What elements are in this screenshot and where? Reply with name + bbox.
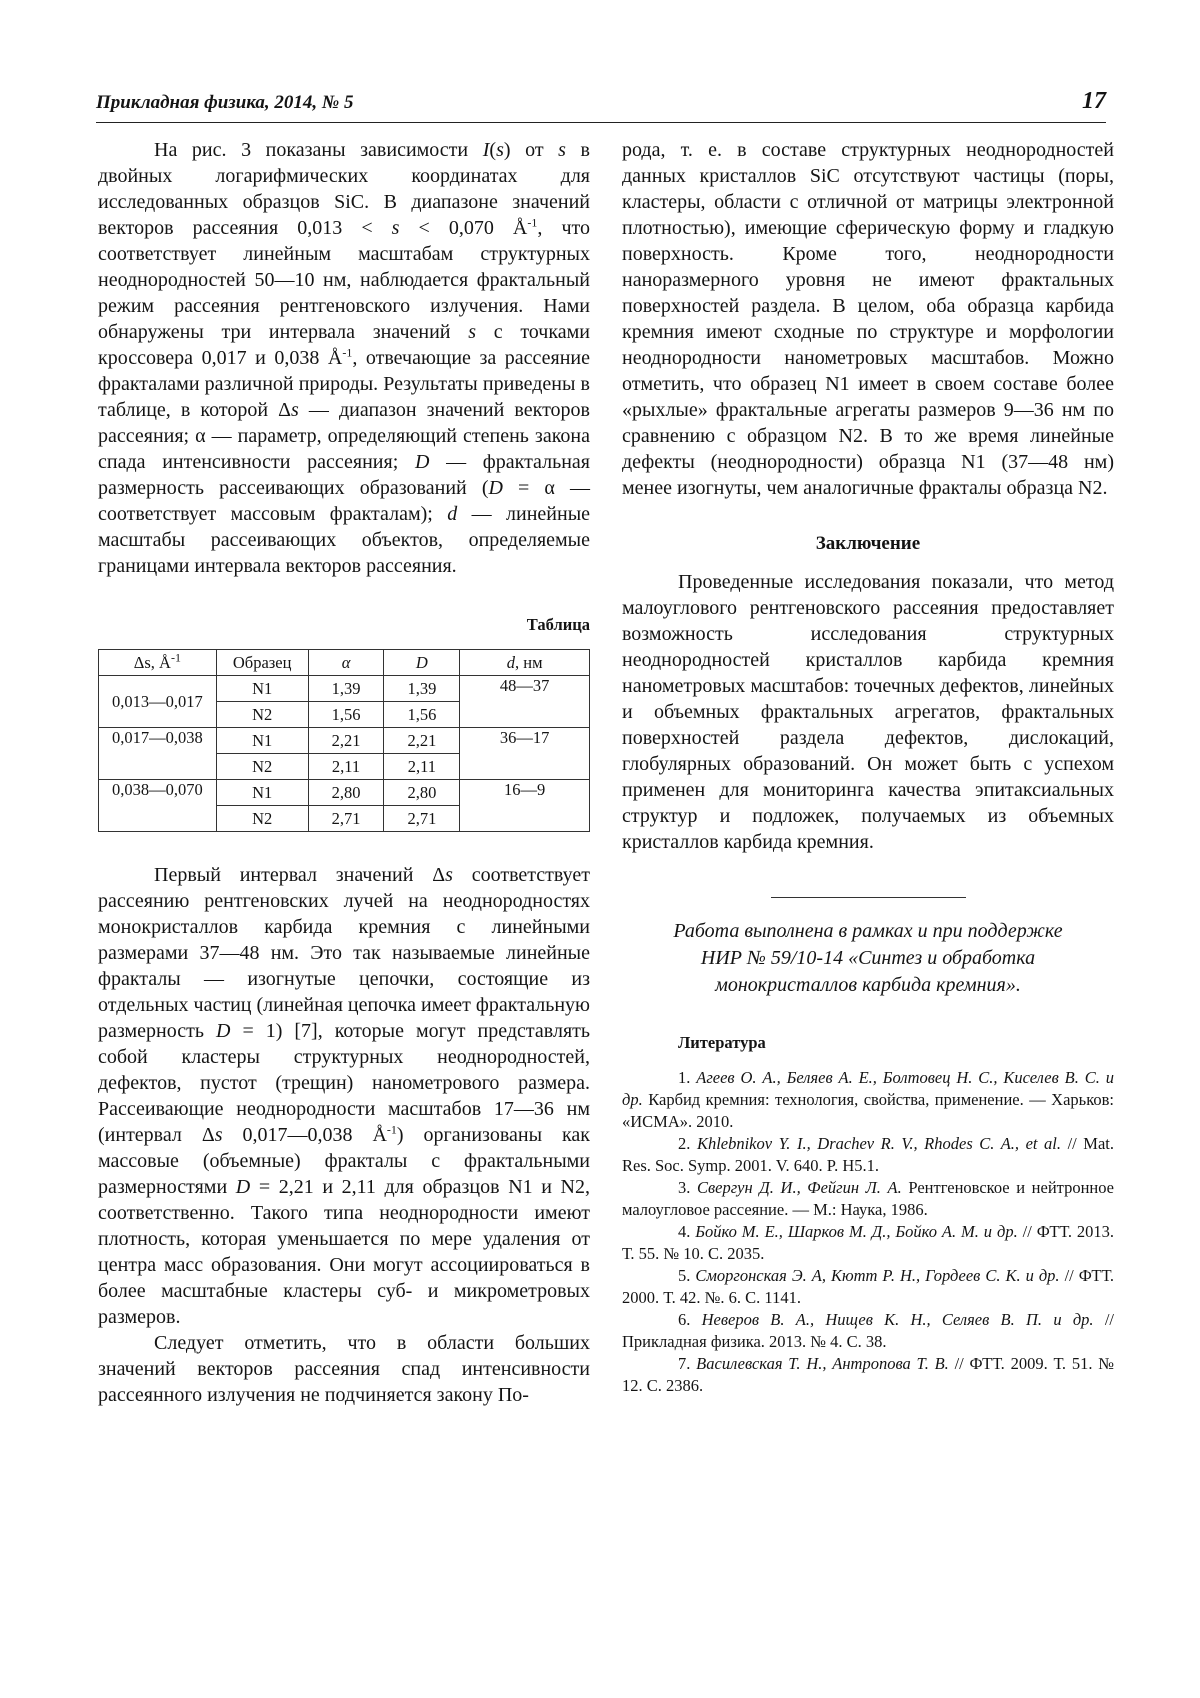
header-ds: Δs, $Å^{-1}$ <box>99 650 217 676</box>
sample-cell: N2 <box>216 806 308 832</box>
dim-cell: 2,80 <box>384 780 460 806</box>
reference-item: 1. Агеев О. А., Беляев А. Е., Болтовец Н. С., Киселев В. С. и др. Карбид кремния: технология, свойства, применение. — Харьков: «ИСМА». 2010. <box>622 1068 1114 1131</box>
dim-cell: 1,39 <box>384 676 460 702</box>
reference-item: 2. Khlebnikov Y. I., Drachev R. V., Rhodes C. A., et al. // Mat. Res. Soc. Symp. 2001. V. 640. P. H5.1. <box>622 1134 1115 1175</box>
results-table <box>98 649 590 832</box>
reference-item: 4. Бойко М. Е., Шарков М. Д., Бойко А. М. и др. // ФТТ. 2013. Т. 55. № 10. С. 2035. <box>622 1222 1115 1263</box>
size-cell: 16—9 <box>460 780 590 832</box>
range-cell: 0,013—0,017 <box>99 676 217 728</box>
table-row <box>99 780 590 806</box>
sample-cell: N1 <box>216 780 308 806</box>
paragraph-conclusion: Проведенные исследования показали, что метод малоуглового рентгеновского рассеяния предоставляет возможность исследования структурных неоднородностей кристаллов карбида кремния нанометровых масштабов: точечных дефектов, линейных и объемных фрактальных агрегатов, фрактальных поверхностей раздела дефектов, дислокаций, глобулярных образований. Он может быть с успехом применен для мониторинга качества эпитаксиальных структур и подложек, получаемых из объемных кристаллов карбида кремния. <box>622 571 1114 853</box>
alpha-cell: 1,39 <box>308 676 384 702</box>
table-row <box>99 676 590 702</box>
right-column <box>622 137 1114 1397</box>
size-cell: 48—37 <box>460 676 590 728</box>
sample-cell: N2 <box>216 754 308 780</box>
paragraph-first-interval: Первый интервал значений Δs соответствует рассеянию рентгеновских лучей на неоднородностях монокристаллов карбида кремния с линейными размерами 37—48 нм. Это так называемые линейные фракталы — изогнутые цепочки, состоящие из отдельных частиц (линейная цепочка имеет фрактальную размерность D = 1) [7], которые могут представлять собой кластеры структурных неоднородностей, дефектов, пустот (трещин) нанометрового размера. Рассеивающие неоднородности масштабов 17—36 нм (интервал Δs 0,017—0,038 $Å^{-1}$) организованы как массовые (объемные) фракталы с фрактальными размерностями D = 2,21 и 2,11 для образцов N1 и N2, соответственно. Такого типа неоднородности имеют плотность, которая уменьшается по мере удаления от центра масс образования. Они могут ассоциироваться в более масштабные кластеры суб- и микрометровых размеров. <box>98 864 591 1328</box>
sample-cell: N1 <box>216 676 308 702</box>
table-header-row <box>99 650 590 676</box>
alpha-cell: 2,71 <box>308 806 384 832</box>
paragraph-large-vectors: Следует отметить, что в области больших значений векторов рассеяния спад интенсивности рассеянного излучения не подчиняется закону По- <box>98 1332 590 1406</box>
references-title: Литература <box>678 1033 766 1052</box>
reference-item: 5. Сморгонская Э. А, Кютт Р. Н., Гордеев С. К. и др. // ФТТ. 2000. Т. 42. №. 6. С. 1141. <box>622 1266 1115 1307</box>
reference-item: 7. Василевская Т. Н., Антропова Т. В. // ФТТ. 2009. Т. 51. № 12. С. 2386. <box>622 1354 1115 1395</box>
alpha-cell: 2,11 <box>308 754 384 780</box>
page-header <box>96 88 1106 123</box>
dim-cell: 2,71 <box>384 806 460 832</box>
section-title-conclusion: Заключение <box>815 533 921 554</box>
divider-line <box>771 897 966 898</box>
page-number: 17 <box>1082 88 1106 114</box>
header-d-size: d, нм <box>460 650 590 676</box>
header-alpha: α <box>308 650 384 676</box>
range-cell: 0,038—0,070 <box>99 780 217 832</box>
range-cell: 0,017—0,038 <box>99 728 217 780</box>
size-cell: 36—17 <box>460 728 590 780</box>
dim-cell: 2,11 <box>384 754 460 780</box>
acknowledgement: Работа выполнена в рамках и при поддержке НИР № 59/10-14 «Синтез и обработка монокристаллов карбида кремния». <box>673 920 1063 996</box>
journal-title: Прикладная физика, 2014, № 5 <box>96 92 354 113</box>
header-sample: Образец <box>216 650 308 676</box>
dim-cell: 2,21 <box>384 728 460 754</box>
alpha-cell: 2,21 <box>308 728 384 754</box>
left-column <box>98 137 590 1408</box>
reference-item: 6. Неверов В. А., Нищев К. Н., Селяев В. П. и др. // Прикладная физика. 2013. № 4. С. 38. <box>622 1310 1114 1351</box>
dim-cell: 1,56 <box>384 702 460 728</box>
reference-item: 3. Свергун Д. И., Фейгин Л. А. Рентгеновское и нейтронное малоугловое рассеяние. — М.: Наука, 1986. <box>622 1178 1115 1219</box>
alpha-cell: 1,56 <box>308 702 384 728</box>
paragraph-intro: На рис. 3 показаны зависимости I(s) от s в двойных логарифмических координатах для исследованных образцов SiC. В диапазоне значений векторов рассеяния 0,013 < s < 0,070 $Å^{-1}$, что соответствует линейным масштабам структурных неоднородностей 50—10 нм, наблюдается фрактальный режим рассеяния рентгеновского излучения. Нами обнаружены три интервала значений s с точками кроссовера 0,017 и 0,038 $Å^{-1}$, отвечающие за рассеяние фракталами различной природы. Результаты приведены в таблице, в которой Δs — диапазон значений векторов рассеяния; α — параметр, определяющий степень закона спада интенсивности рассеяния; D — фрактальная размерность рассеивающих образований (D = α — соответствует массовым фракталам); d — линейные масштабы рассеивающих объектов, определяемые границами интервала векторов рассеяния. <box>98 139 591 577</box>
sample-cell: N2 <box>216 702 308 728</box>
header-d-dim: D <box>384 650 460 676</box>
alpha-cell: 2,80 <box>308 780 384 806</box>
references-list <box>622 1067 1114 1397</box>
sample-cell: N1 <box>216 728 308 754</box>
paragraph-continuation: рода, т. е. в составе структурных неоднородностей данных кристаллов SiC отсутствуют частицы (поры, кластеры, области с отличной от матрицы электронной плотностью), имеющие сферическую форму и гладкую поверхность. Кроме того, неоднородности наноразмерного уровня не имеют фрактальных поверхностей раздела. В целом, оба образца карбида кремния имеют сходные по структуре и морфологии неоднородности нанометровых масштабов. Можно отметить, что образец N1 имеет в своем составе более «рыхлые» фрактальные агрегаты размеров 9—36 нм по сравнению с образцом N2. В то же время линейные дефекты (неоднородности) образца N1 (37—48 нм) менее изогнуты, чем аналогичные фракталы образца N2. <box>622 139 1114 499</box>
table-row <box>99 728 590 754</box>
table-caption: Таблица <box>526 615 590 634</box>
